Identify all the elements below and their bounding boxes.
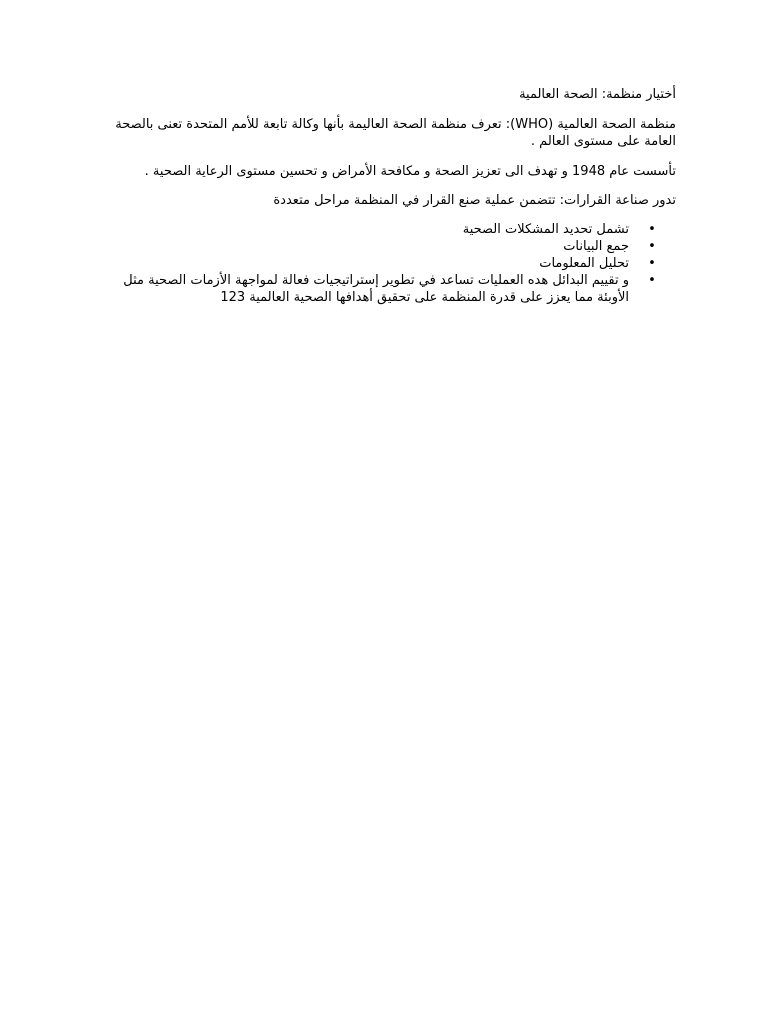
bullet-icon: •	[648, 273, 656, 288]
bullet-icon: •	[648, 222, 656, 237]
list-item-text: و تقييم البدائل هده العمليات تساعد في تطوير إستراتيجيات فعالة لمواجهة الأزمات الصحية مثل الأوبئة مما يعزز على قدرة المنظمة على تحقيق أهدافها الصحية العالمية 123	[123, 273, 629, 305]
who-definition-paragraph: منظمة الصحة العالمية (WHO): تعرف منظمة الصحة العاليمة بأنها وكالة تابعة للأمم المتحدة تعنى بالصحة العامة على مستوى العالم .	[115, 117, 676, 149]
list-item	[108, 238, 676, 255]
list-item-text: تشمل تحديد المشكلات الصحية	[462, 222, 629, 237]
list-item	[108, 221, 676, 238]
bullet-icon: •	[648, 239, 656, 254]
founding-paragraph: تأسست عام 1948 و تهدف الى تعزيز الصحة و مكافحة الأمراض و تحسين مستوى الرعاية الصحية .	[144, 164, 676, 179]
decision-making-paragraph: تدور صناعة القرارات: تتضمن عملية صنع القرار في المنظمة مراحل متعددة	[273, 193, 676, 208]
document-heading: أختيار منظمة: الصحة العالمية	[519, 87, 676, 102]
list-item-text: جمع البيانات	[563, 239, 629, 254]
decision-steps-list	[108, 221, 676, 306]
list-item-text: تحليل المعلومات	[539, 256, 629, 271]
bullet-icon: •	[648, 256, 656, 271]
document-body	[108, 86, 676, 306]
list-item	[108, 272, 676, 306]
list-item	[108, 255, 676, 272]
